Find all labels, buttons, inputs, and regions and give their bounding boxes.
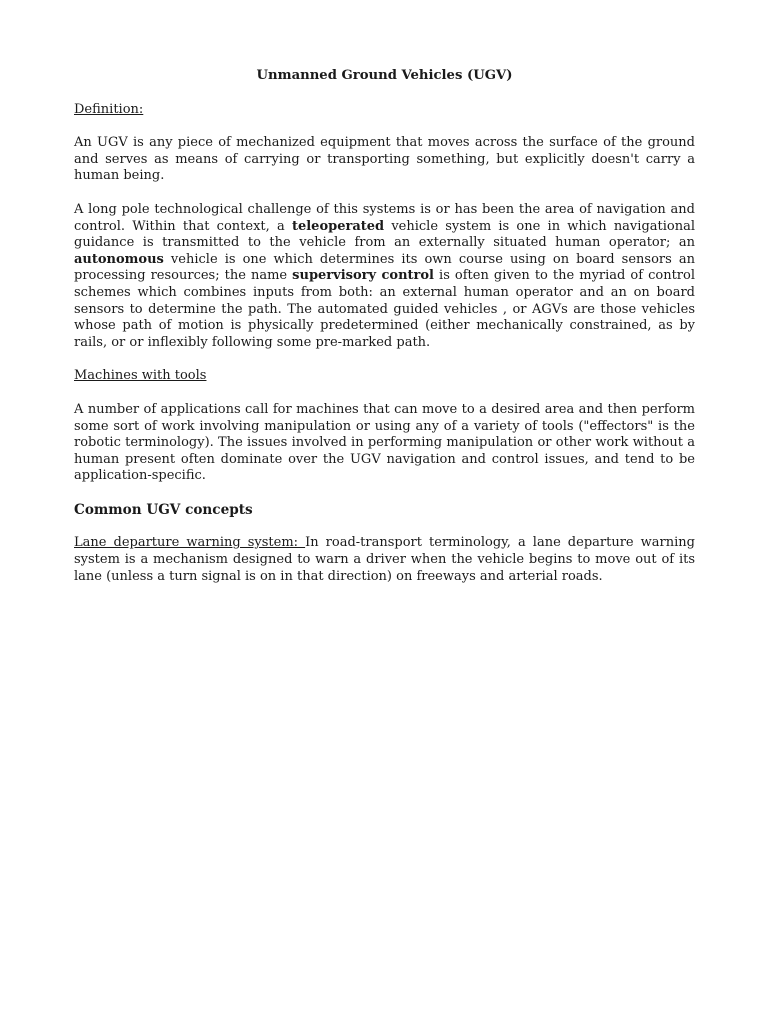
definition-paragraph: An UGV is any piece of mechanized equipment that moves across the surface of the ground and serves as means of carrying or transporting something, but explicitly doesn't carry a human being.: [74, 135, 695, 184]
definition-heading: Definition:: [74, 101, 144, 117]
challenge-text-3: vehicle is one which determines its own course using on board sensors an processing resources; the name: [74, 251, 695, 284]
document-page: [74, 68, 695, 602]
challenge-text-4: is often given to the myriad of control schemes which combines inputs from both: an external human operator and an on board sensors to determine the path. The automated guided vehicles , or AGVs are those vehicles whose path of motion is physically predetermined (either mechanically constrained, as by rails, or or inflexibly following some pre-marked path.: [74, 268, 695, 350]
term-autonomous: autonomous: [74, 251, 164, 267]
concepts-heading: Common UGV concepts: [74, 501, 253, 518]
machines-heading: Machines with tools: [74, 368, 207, 384]
challenge-text-1: A long pole technological challenge of this systems is or has been the area of navigation and control. Within that context, a: [74, 201, 695, 234]
challenge-text-2: vehicle system is one in which navigational guidance is transmitted to the vehicle from an externally situated human operator; an: [74, 218, 695, 251]
lane-departure-term: Lane departure warning system:: [74, 535, 306, 551]
navigation-control-paragraph: [74, 202, 695, 351]
term-supervisory-control: supervisory control: [292, 268, 434, 284]
machines-paragraph: A number of applications call for machines that can move to a desired area and then perform some sort of work involving manipulation or using any of a variety of tools ("effectors" is the robotic terminology). The issues involved in performing manipulation or other work without a human present often dominate over the UGV navigation and control issues, and tend to be application-specific.: [74, 401, 695, 484]
lane-departure-text: In road-transport terminology, a lane departure warning system is a mechanism designed to warn a driver when the vehicle begins to move out of its lane (unless a turn signal is on in that direction) on freeways and arterial roads.: [74, 535, 695, 584]
term-teleoperated: teleoperated: [291, 218, 385, 234]
lane-departure-paragraph: [74, 535, 695, 585]
document-title: Unmanned Ground Vehicles (UGV): [256, 68, 513, 83]
